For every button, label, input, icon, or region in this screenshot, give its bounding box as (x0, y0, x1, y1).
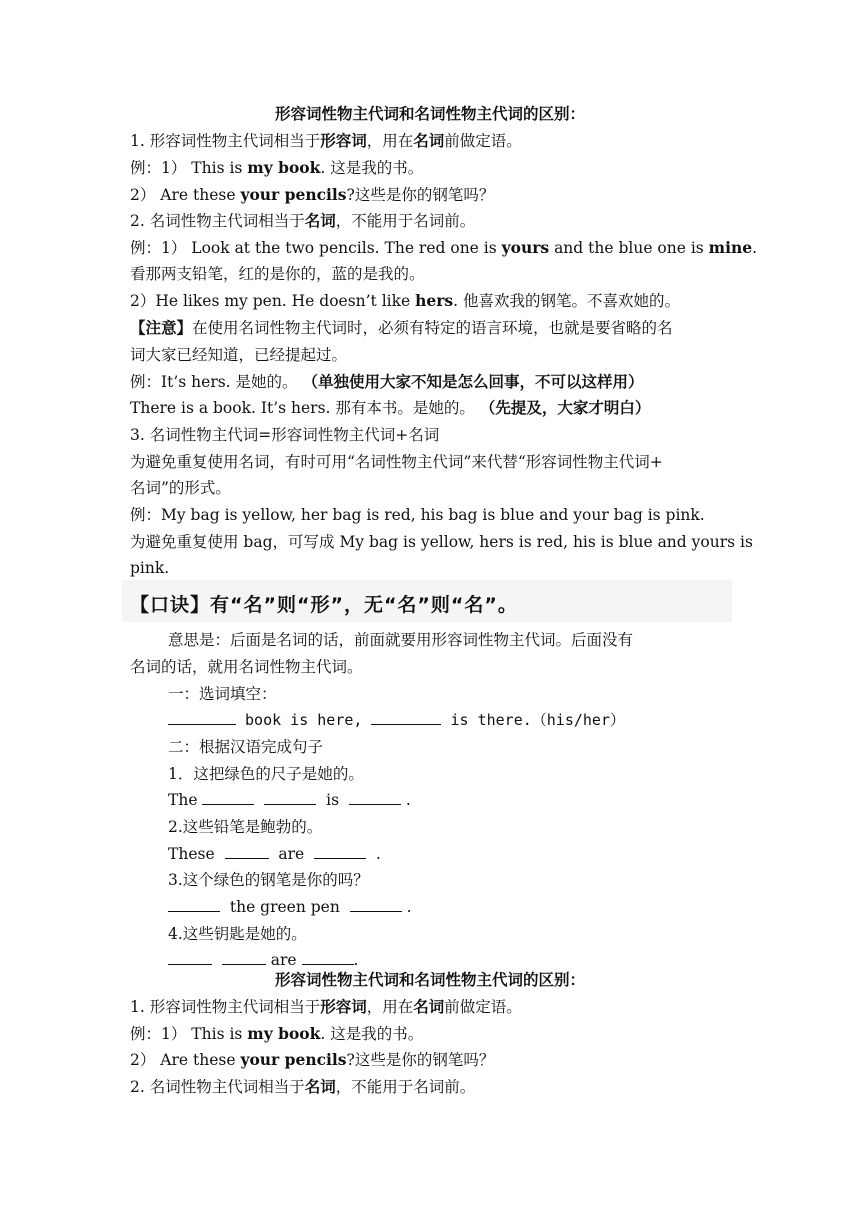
explanation-line-2: 名词的话，就用名词性物主代词。 (130, 658, 363, 676)
example-6: There is a book. It’s hers. 那有本书。是她的。 （先提及，大家才明白） (130, 398, 651, 417)
example-2: 2） Are these your pencils?这些是你的钢笔吗？ (130, 185, 495, 204)
rule-3: 3. 名词性物主代词=形容词性物主代词+名词 (130, 426, 440, 444)
answer-blank[interactable] (168, 897, 220, 912)
mnemonic: 【口诀】有“名”则“形”，无“名”则“名”。 (130, 594, 518, 616)
answer-blank[interactable] (302, 950, 354, 965)
answer-blank[interactable] (350, 897, 402, 912)
rule-3-desc-2: 名词”的形式。 (130, 479, 231, 497)
answer-blank[interactable] (314, 844, 366, 859)
example-1-repeat: 例：1） This is my book. 这是我的书。 (130, 1024, 424, 1043)
example-8-line-2: pink. (130, 559, 170, 577)
example-7: 例：My bag is yellow, her bag is red, his bag is blue and your bag is pink. (130, 506, 705, 524)
answer-blank[interactable] (225, 844, 269, 859)
example-5: 例：It’s hers. 是她的。 （单独使用大家不知是怎么回事，不可以这样用） (130, 372, 644, 391)
question-3: 3.这个绿色的钢笔是你的吗？ (168, 871, 369, 889)
question-4-answer: are . (168, 950, 358, 970)
question-1: 1．这把绿色的尺子是她的。 (168, 765, 364, 783)
example-2-repeat: 2） Are these your pencils?这些是你的钢笔吗？ (130, 1050, 495, 1069)
question-2: 2.这些铅笔是鲍勃的。 (168, 818, 323, 836)
answer-blank[interactable] (202, 790, 254, 805)
exercise-part-2-title: 二：根据汉语完成句子 (168, 738, 324, 756)
rule-2: 2. 名词性物主代词相当于名词，不能用于名词前。 (130, 211, 476, 230)
rule-1: 1. 形容词性物主代词相当于形容词，用在名词前做定语。 (130, 131, 522, 150)
answer-blank[interactable] (222, 950, 266, 965)
note-line-2: 词大家已经知道，已经提起过。 (130, 346, 348, 364)
example-8-line-1: 为避免重复使用 bag，可写成 My bag is yellow, hers is red, his is blue and yours is (130, 533, 753, 551)
note-line-1: 【注意】在使用名词性物主代词时，必须有特定的语言环境，也就是要省略的名 (130, 318, 673, 337)
question-3-answer: the green pen . (168, 897, 412, 917)
answer-blank[interactable] (264, 790, 316, 805)
exercise-part-1-question: book is here, is there.（his/her） (168, 710, 625, 730)
question-1-answer: The is . (168, 791, 411, 809)
section-title-repeat: 形容词性物主代词和名词性物主代词的区别： (274, 970, 585, 989)
section-title: 形容词性物主代词和名词性物主代词的区别： (274, 104, 585, 123)
example-3: 例：1） Look at the two pencils. The red one is yours and the blue one is mine. (130, 238, 758, 257)
explanation-line-1: 意思是：后面是名词的话，前面就要用形容词性物主代词。后面没有 (168, 631, 634, 649)
answer-blank[interactable] (371, 710, 441, 725)
example-1: 例：1） This is my book. 这是我的书。 (130, 158, 424, 177)
answer-blank[interactable] (349, 790, 401, 805)
exercise-part-1-title: 一：选词填空： (168, 685, 277, 703)
question-2-answer: These are . (168, 845, 381, 863)
rule-3-desc-1: 为避免重复使用名词，有时可用“名词性物主代词”来代替“形容词性物主代词+ (130, 453, 663, 471)
question-4: 4.这些钥匙是她的。 (168, 925, 307, 943)
answer-blank[interactable] (168, 950, 212, 965)
rule-2-repeat: 2. 名词性物主代词相当于名词，不能用于名词前。 (130, 1077, 476, 1096)
rule-1-repeat: 1. 形容词性物主代词相当于形容词，用在名词前做定语。 (130, 997, 522, 1016)
example-3-translation: 看那两支铅笔，红的是你的，蓝的是我的。 (130, 265, 425, 283)
example-4: 2）He likes my pen. He doesn’t like hers. 他喜欢我的钢笔。不喜欢她的。 (130, 291, 681, 310)
answer-blank[interactable] (168, 710, 236, 725)
